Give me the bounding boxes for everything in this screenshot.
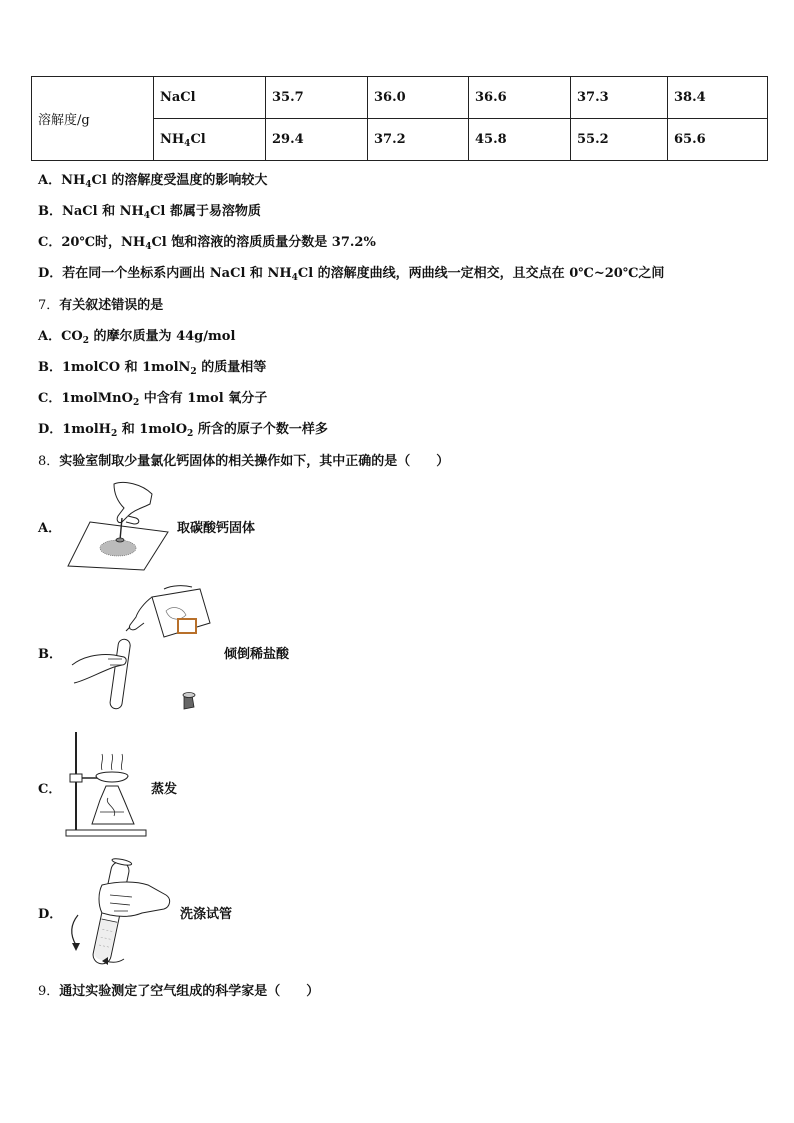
table-cell: 37.2 (368, 119, 469, 161)
q8-option-b-caption: 倾倒稀盐酸 (224, 647, 290, 662)
q7-option-b: B．1molCO 和 1molN$_2$ 的质量相等 (38, 360, 267, 377)
q6-option-c: C．20℃时，$NH_4Cl$ 饱和溶液的溶质质量分数是 37.2% (38, 235, 376, 252)
table-cell: 38.4 (668, 77, 768, 119)
q7-option-d: D．1molH$_2$ 和 1molO$_2$ 所含的原子个数一样多 (38, 422, 328, 439)
table-cell: 35.7 (266, 77, 368, 119)
q8-option-b-label: B． (38, 647, 62, 662)
q6-option-d: D．若在同一个坐标系内画出 NaCl 和 $NH_4Cl$ 的溶解度曲线，两曲线一定相交，且交点在 0℃~20℃之间 (38, 266, 665, 283)
q7-option-c: C．1molMnO$_2$ 中含有 1mol 氧分子 (38, 391, 268, 408)
q8-option-c-caption: 蒸发 (151, 782, 178, 797)
table-cell: 55.2 (571, 119, 668, 161)
q7-stem: 7．有关叙述错误的是 (38, 298, 164, 313)
table-cell: 65.6 (668, 119, 768, 161)
q8-stem: 8．实验室制取少量氯化钙固体的相关操作如下，其中正确的是（ ） (38, 454, 450, 469)
evaporation-illustration (62, 728, 150, 838)
table-row-label: 溶解度/g (32, 77, 154, 161)
table-cell: 29.4 (266, 119, 368, 161)
q8-option-d-label: D． (38, 907, 63, 922)
q6-option-b: B．NaCl 和 $NH_4Cl$ 都属于易溶物质 (38, 204, 261, 221)
table-cell-substance: $NH_4Cl$ (154, 119, 266, 161)
pour-acid-illustration (68, 585, 218, 717)
wash-test-tube-illustration (62, 855, 178, 971)
table-row (32, 77, 768, 119)
q8-option-d-caption: 洗涤试管 (180, 907, 233, 922)
q6-option-a: A．$NH_4Cl$ 的溶解度受温度的影响较大 (38, 173, 268, 190)
table-cell: 36.6 (469, 77, 571, 119)
take-solid-illustration (62, 478, 174, 574)
table-cell: 45.8 (469, 119, 571, 161)
q8-option-a-caption: 取碳酸钙固体 (177, 521, 256, 536)
table-cell: 37.3 (571, 77, 668, 119)
q9-stem: 9．通过实验测定了空气组成的科学家是（ ） (38, 984, 320, 999)
q7-option-a: A．$CO_2$ 的摩尔质量为 44g/mol (38, 329, 236, 346)
solubility-table (31, 76, 768, 161)
table-cell: 36.0 (368, 77, 469, 119)
q8-option-c-label: C． (38, 782, 62, 797)
table-cell-substance: NaCl (154, 77, 266, 119)
q8-option-a-label: A． (38, 521, 62, 536)
